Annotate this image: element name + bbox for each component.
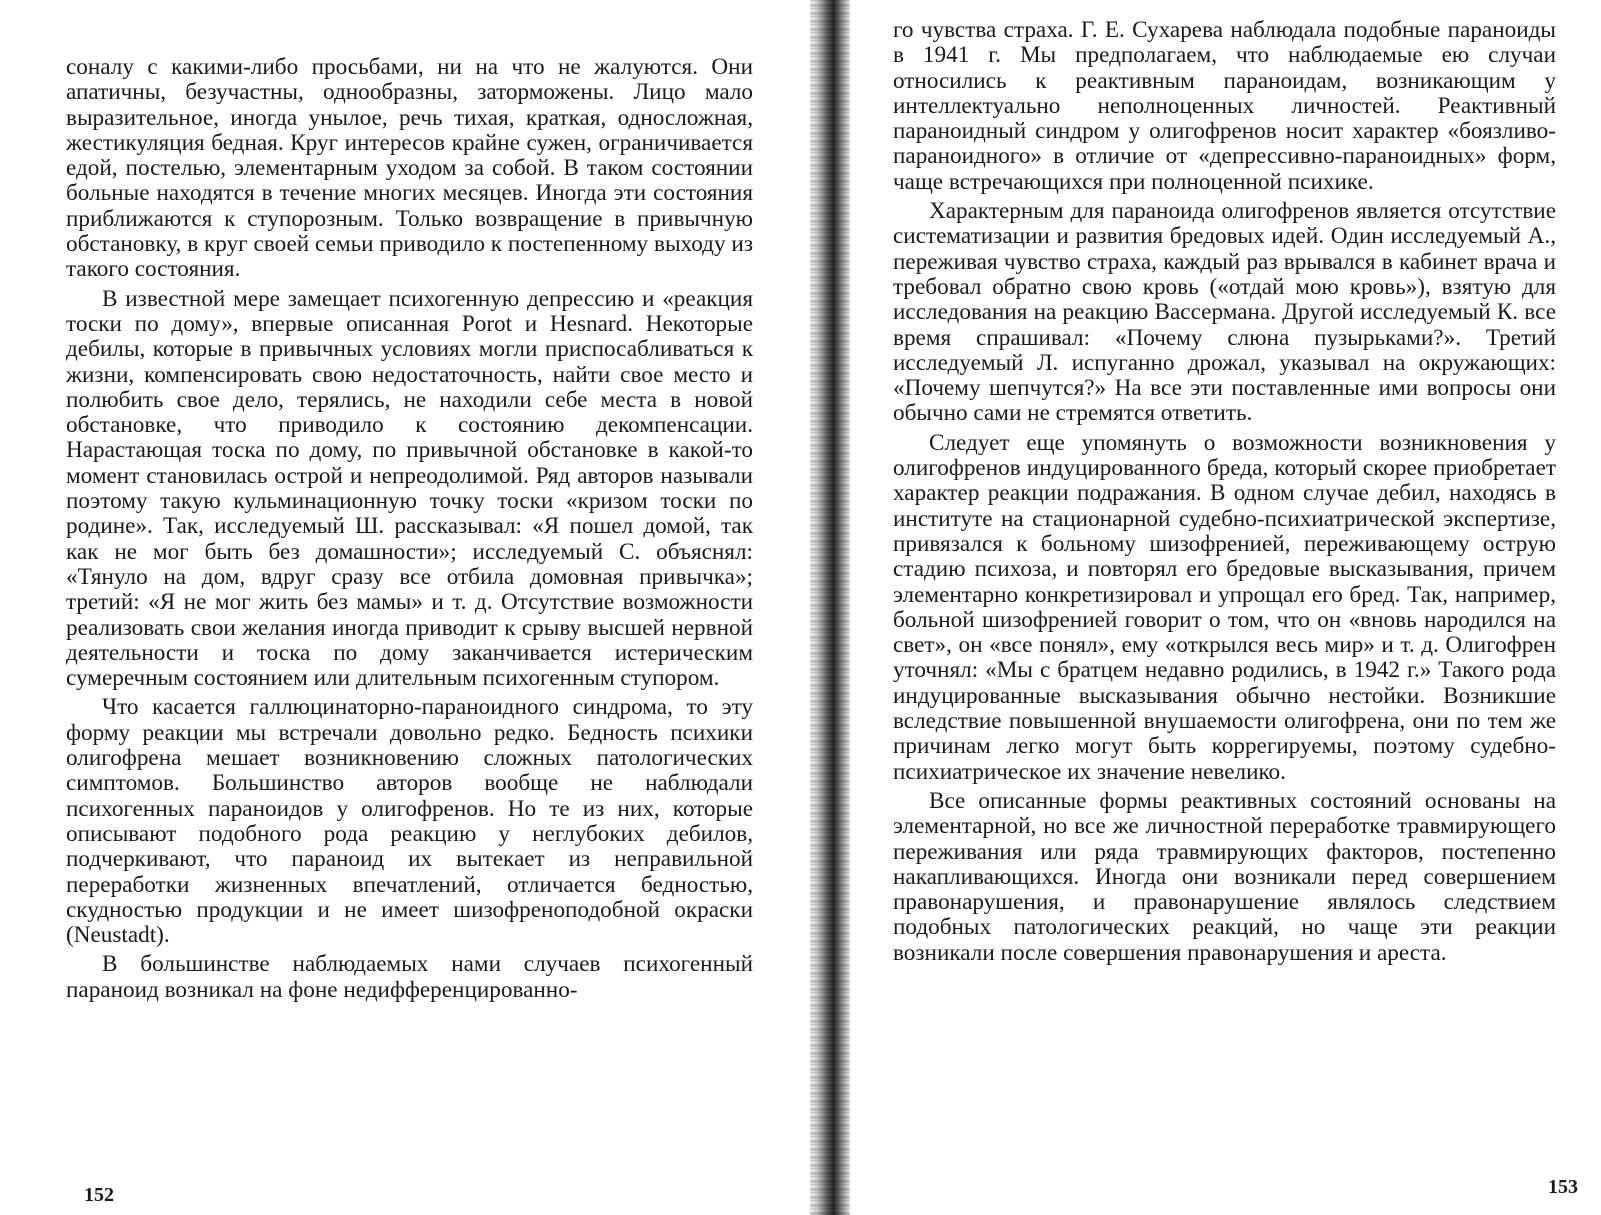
right-paragraph-3: Следует еще упомянуть о возможности возникновения у олигофренов индуцированного бреда, который скорее приобретает характер реакции подражания. В одном случае дебил, находясь в институте на стационарной судебно-психиатрической экспертизе, привязался к больному шизофренией, переживающему острую стадию психоза, и повторял его бредовые высказывания, причем элементарно конкретизировал и упрощал его бред. Так, например, больной шизофренией говорит о том, что он «вновь народился на свет», он «все понял», ему «открылся весь мир» и т. д. Олигофрен уточнял: «Мы с братцем недавно родились, в 1942 г.» Такого рода индуцированные высказывания обычно нестойки. Возникшие вследствие повышенной внушаемости олигофрена, они по тем же причинам легко могут быть коррегируемы, поэтому судебно-психиатрическое их значение невелико. (893, 429, 1556, 785)
left-paragraph-1: соналу с какими-либо просьбами, ни на что не жалуются. Они апатичны, безучастны, однообразны, заторможены. Лицо мало выразительное, иногда унылое, речь тихая, краткая, односложная, жестикуляция бедная. Круг интересов крайне сужен, ограничивается едой, постелью, элементарным уходом за собой. В таком состоянии больные находятся в течение многих месяцев. Иногда эти состояния приближаются к ступорозным. Только возвращение в привычную обстановку, в круг своей семьи приводило к постепенному выходу из такого состояния. (66, 54, 753, 283)
right-page-number: 153 (1548, 1176, 1578, 1198)
right-paragraph-2: Характерным для параноида олигофренов является отсутствие систематизации и развития бредовых идей. Один исследуемый А., переживая чувство страха, каждый раз врывался в кабинет врача и требовал обратно свою кровь («отдай мою кровь»), взятую для исследования на реакцию Вассермана. Другой исследуемый К. все время спрашивал: «Почему слюна пузырьками?». Третий исследуемый Л. испуганно дрожал, указывал на окружающих: «Почему шепчутся?» На все эти поставленные ими вопросы они обычно сами не стремятся ответить. (893, 198, 1556, 427)
left-paragraph-4: В большинстве наблюдаемых нами случаев психогенный параноид возникал на фоне недифференцированно- (66, 951, 753, 1003)
right-text-column (893, 18, 1556, 970)
right-page (840, 0, 1601, 1215)
left-paragraph-3: Что касается галлюцинаторно-параноидного синдрома, то эту форму реакции мы встречали довольно редко. Бедность психики олигофрена мешает возникновению сложных патологических симптомов. Большинство авторов вообще не наблюдали психогенных параноидов у олигофренов. Но те из них, которые описывают подобного рода реакцию у неглубоких дебилов, подчеркивают, что параноид их вытекает из неправильной переработки жизненных впечатлений, отличается бедностью, скудностью продукции и не имеет шизофреноподобной окраски (Neustadt). (66, 694, 753, 949)
right-paragraph-1: го чувства страха. Г. Е. Сухарева наблюдала подобные параноиды в 1941 г. Мы предполагаем, что наблюдаемые ею случаи относились к реактивным параноидам, возникающим у интеллектуально неполноценных личностей. Реактивный параноидный синдром у олигофренов носит характер «боязливо-параноидного» в отличие от «депрессивно-параноидных» форм, чаще встречающихся при полноценной психике. (893, 17, 1556, 195)
left-paragraph-2: В известной мере замещает психогенную депрессию и «реакция тоски по дому», впервые описанная Porot и Hesnard. Некоторые дебилы, которые в привычных условиях могли приспосабливаться к жизни, компенсировать свою недостаточность, найти свое место и полюбить свое дело, терялись, не находили себе места в новой обстановке, что приводило к состоянию декомпенсации. Нарастающая тоска по дому, по привычной обстановке в какой-то момент становилась острой и непреодолимой. Ряд авторов называли поэтому такую кульминационную точку тоски «кризом тоски по родине». Так, исследуемый Ш. рассказывал: «Я пошел домой, так как не мог быть без домашности»; исследуемый С. объяснял: «Тянуло на дом, вдруг сразу все отбила домовная привычка»; третий: «Я не мог жить без мамы» и т. д. Отсутствие возможности реализовать свои желания иногда приводит к срыву высшей нервной деятельности и тоска по дому заканчивается истерическим сумеречным состоянием или длительным психогенным ступором. (66, 285, 753, 692)
left-page-number: 152 (84, 1184, 114, 1206)
right-paragraph-4: Все описанные формы реактивных состояний основаны на элементарной, но все же личностной переработке травмирующего переживания или ряда травмирующих факторов, постепенно накапливающихся. Иногда они возникали перед совершением правонарушения, и правонарушение являлось следствием подобных патологических реакций, но чаще эти реакции возникали после совершения правонарушения и ареста. (893, 787, 1556, 966)
left-text-column (66, 55, 753, 1007)
